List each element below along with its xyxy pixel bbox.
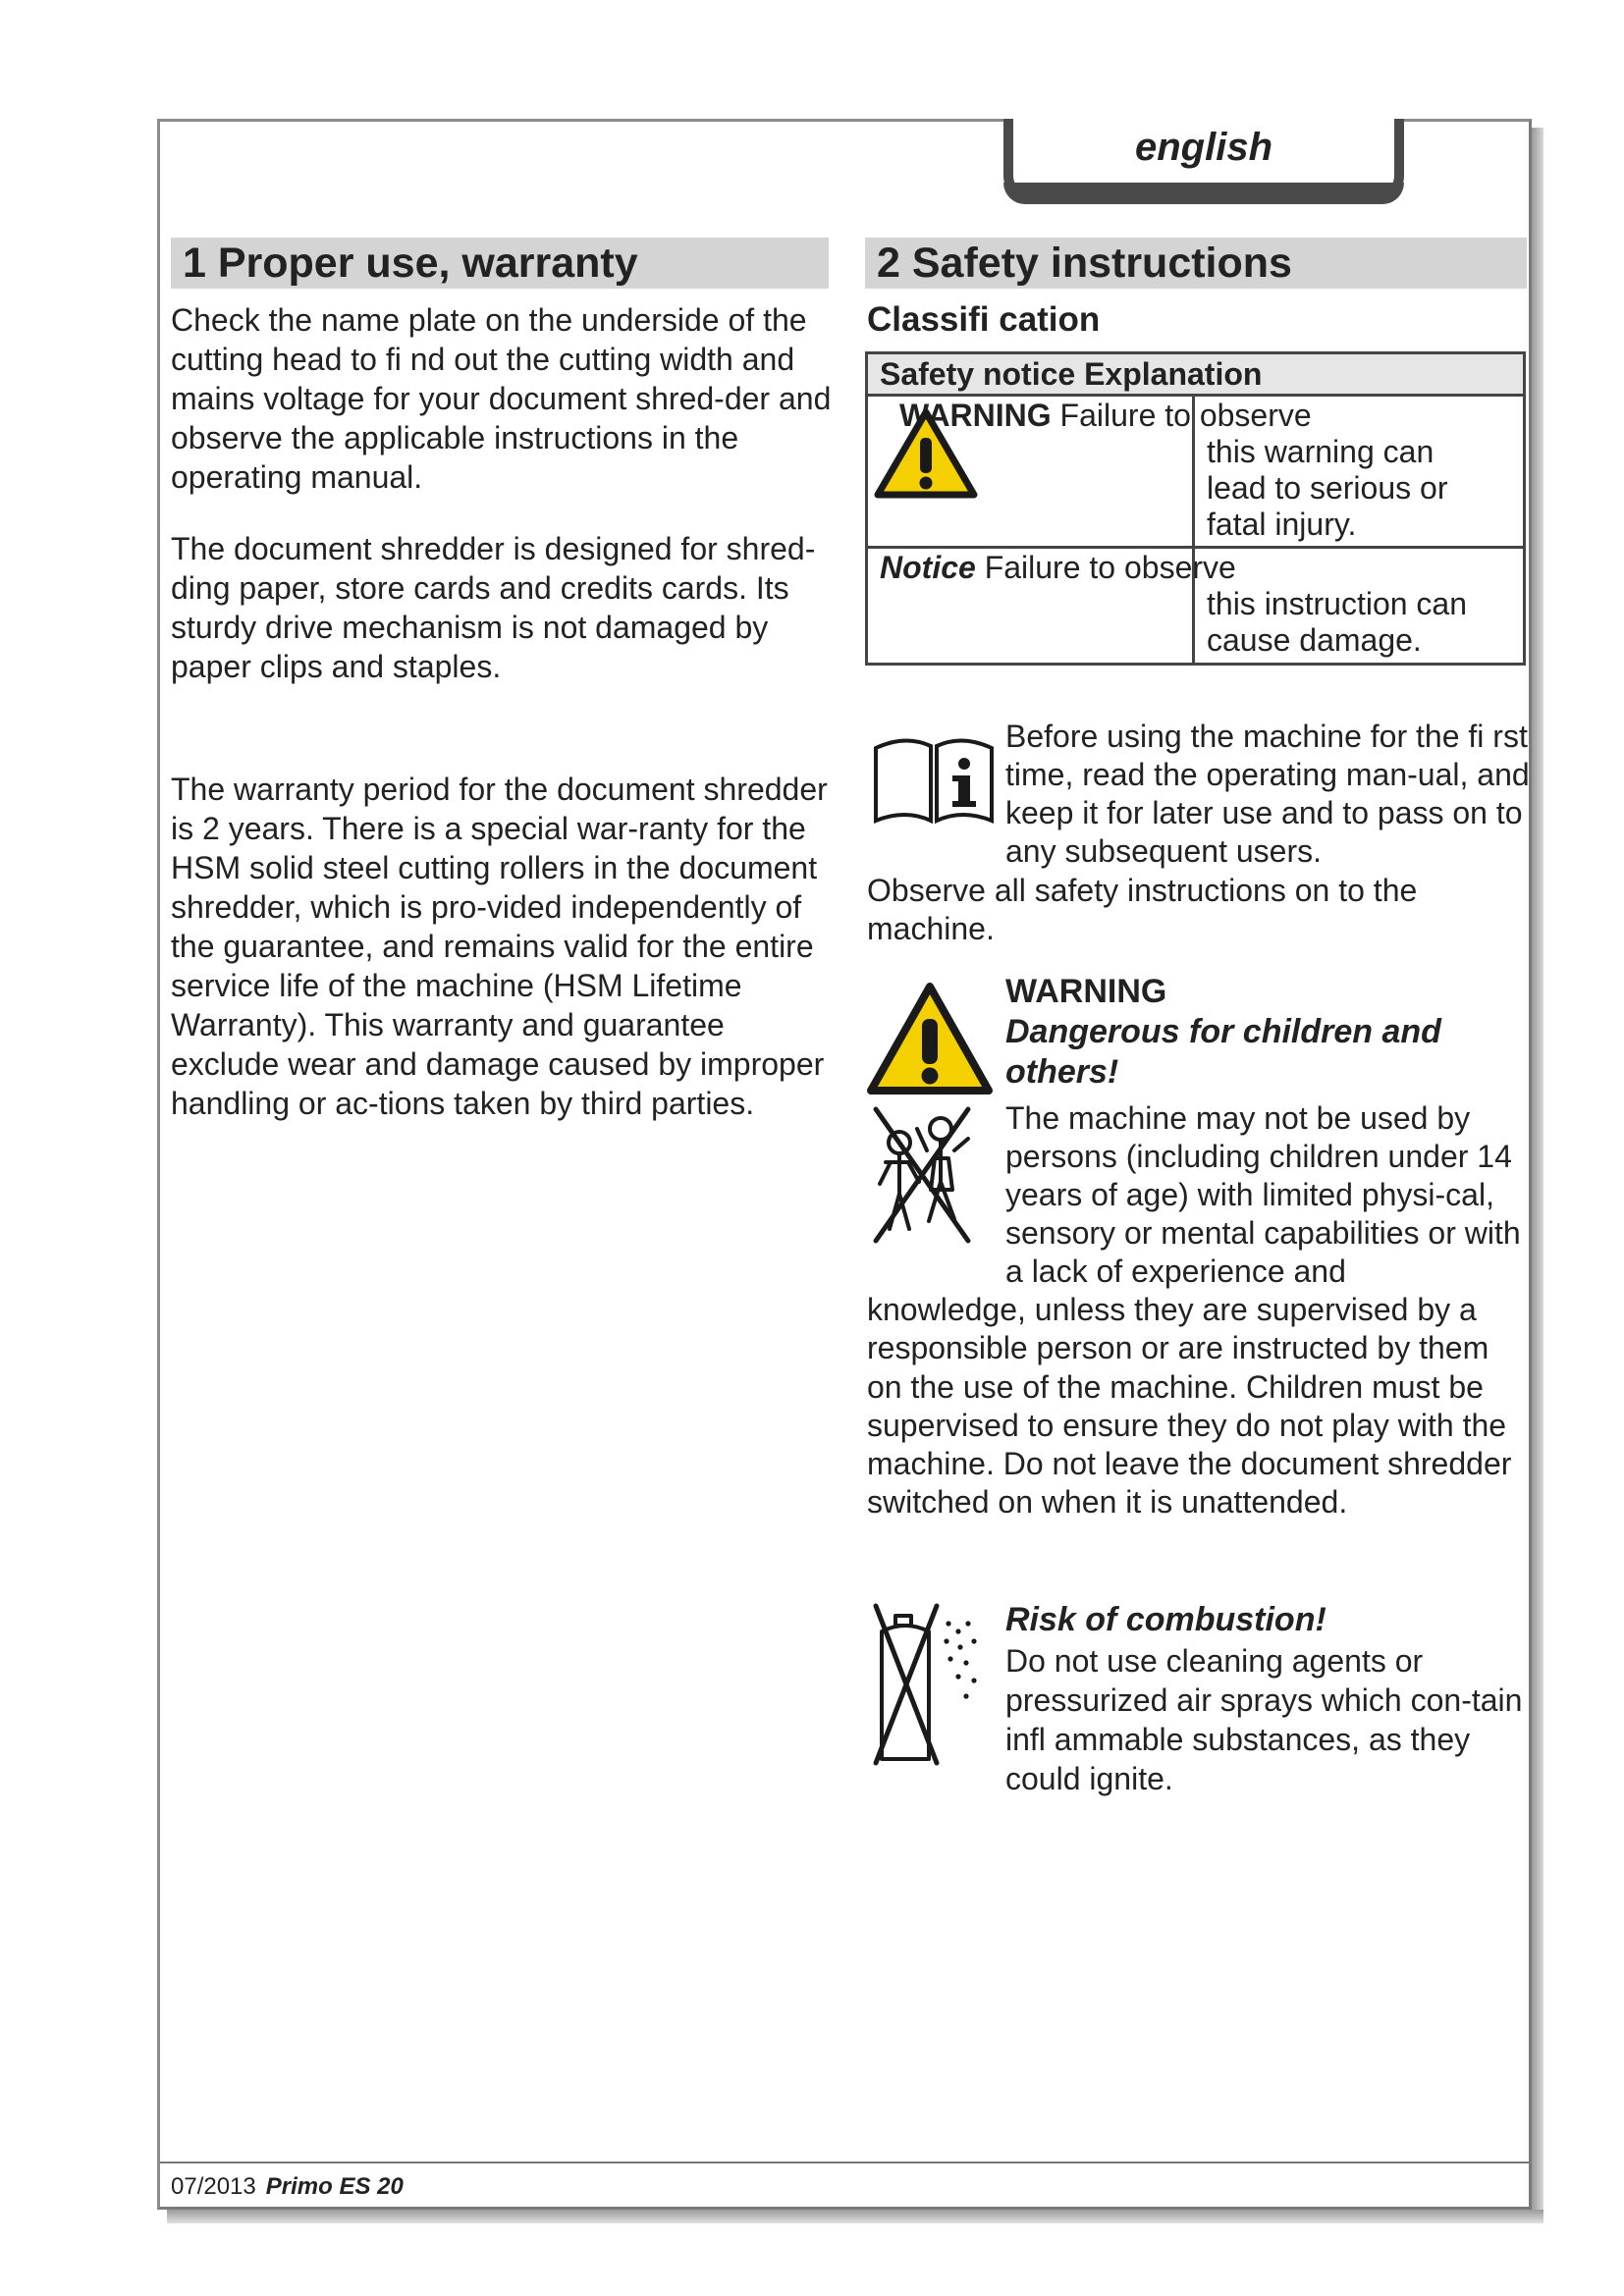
section1-heading: 1 Proper use, warranty (171, 238, 829, 289)
section1-para-design: The document shredder is designed for shred-ding paper, store cards and credits cards. Its sturdy drive mechanism is not damaged by paper clips and staples. (171, 531, 816, 684)
classification-title: Classifi cation (867, 300, 1101, 339)
info-book-icon (872, 730, 996, 825)
children-warning-text-continued: knowledge, unless they are supervised by a responsible person or are instructed by them on the use of the machine. Children must be supervised to ensure they do not play with the machine. Do not leave the document shredder switched on when it is unattended. (867, 1292, 1512, 1521)
info-read-manual-text: Before using the machine for the fi rst time, read the operating man-ual, and keep it for later use and to pass on to any subsequent users. (1005, 719, 1530, 869)
no-children-icon (866, 1099, 980, 1249)
warning-explanation-cell (1194, 396, 1525, 548)
warning-label: WARNING (1005, 973, 1167, 1010)
notice-term: Notice (880, 550, 976, 585)
combustion-text: Do not use cleaning agents or pressurized air sprays which con-tain infl ammable substances, as they could ignite. (1005, 1643, 1523, 1796)
section1-para-nameplate: Check the name plate on the underside of the cutting head to fi nd out the cutting width and mains voltage for your document shred-der and observe the applicable instructions in the operating manual. (171, 302, 832, 495)
table-header: Safety notice Explanation (867, 353, 1525, 396)
warning-triangle-icon (866, 982, 994, 1095)
page-shadow-right (1532, 128, 1543, 2223)
warning-lead: Failure to observe (1059, 398, 1312, 433)
notice-explanation: this instruction can cause damage. (1207, 586, 1468, 658)
page-shadow-bottom (167, 2210, 1543, 2223)
language-tab-base (1003, 183, 1404, 204)
warning-title-line2: others! (1005, 1053, 1119, 1091)
section1-para-warranty: The warranty period for the document shredder is 2 years. There is a special war-ranty for the HSM solid steel cutting rollers in the document shredder, which is pro-vided independently of the guarantee, and remains valid for the entire service life of the machine (HSM Lifetime Warranty). This warranty and guarantee exclude wear and damage caused by improper handling or ac-tions taken by third parties. (171, 772, 828, 1121)
warning-term: WARNING (899, 398, 1052, 433)
warning-triangle-icon (874, 408, 978, 499)
warning-term-cell (867, 396, 1312, 548)
footer (171, 2172, 404, 2202)
language-label: english (1134, 126, 1273, 169)
footer-rule (160, 2162, 1529, 2163)
classification-table (865, 351, 1526, 666)
warning-title-line1: Dangerous for children and (1005, 1013, 1441, 1050)
footer-date: 07/2013 (171, 2173, 256, 2200)
notice-explanation-cell (1194, 548, 1525, 665)
footer-model: Primo ES 20 (265, 2173, 404, 2200)
notice-term-cell (867, 548, 1236, 665)
warning-explanation: this warning can lead to serious or fatal injury. (1207, 434, 1448, 542)
children-warning-text: The machine may not be used by persons (including children under 14 years of age) with limited physi-cal, sensory or mental capabilities or with a lack of experience and (1005, 1100, 1521, 1289)
combustion-title: Risk of combustion! (1005, 1601, 1326, 1638)
no-spray-can-icon (868, 1602, 986, 1767)
observe-safety-text: Observe all safety instructions on to the machine. (867, 873, 1418, 946)
notice-lead: Failure to observe (984, 550, 1236, 585)
section2-heading: 2 Safety instructions (865, 238, 1527, 289)
